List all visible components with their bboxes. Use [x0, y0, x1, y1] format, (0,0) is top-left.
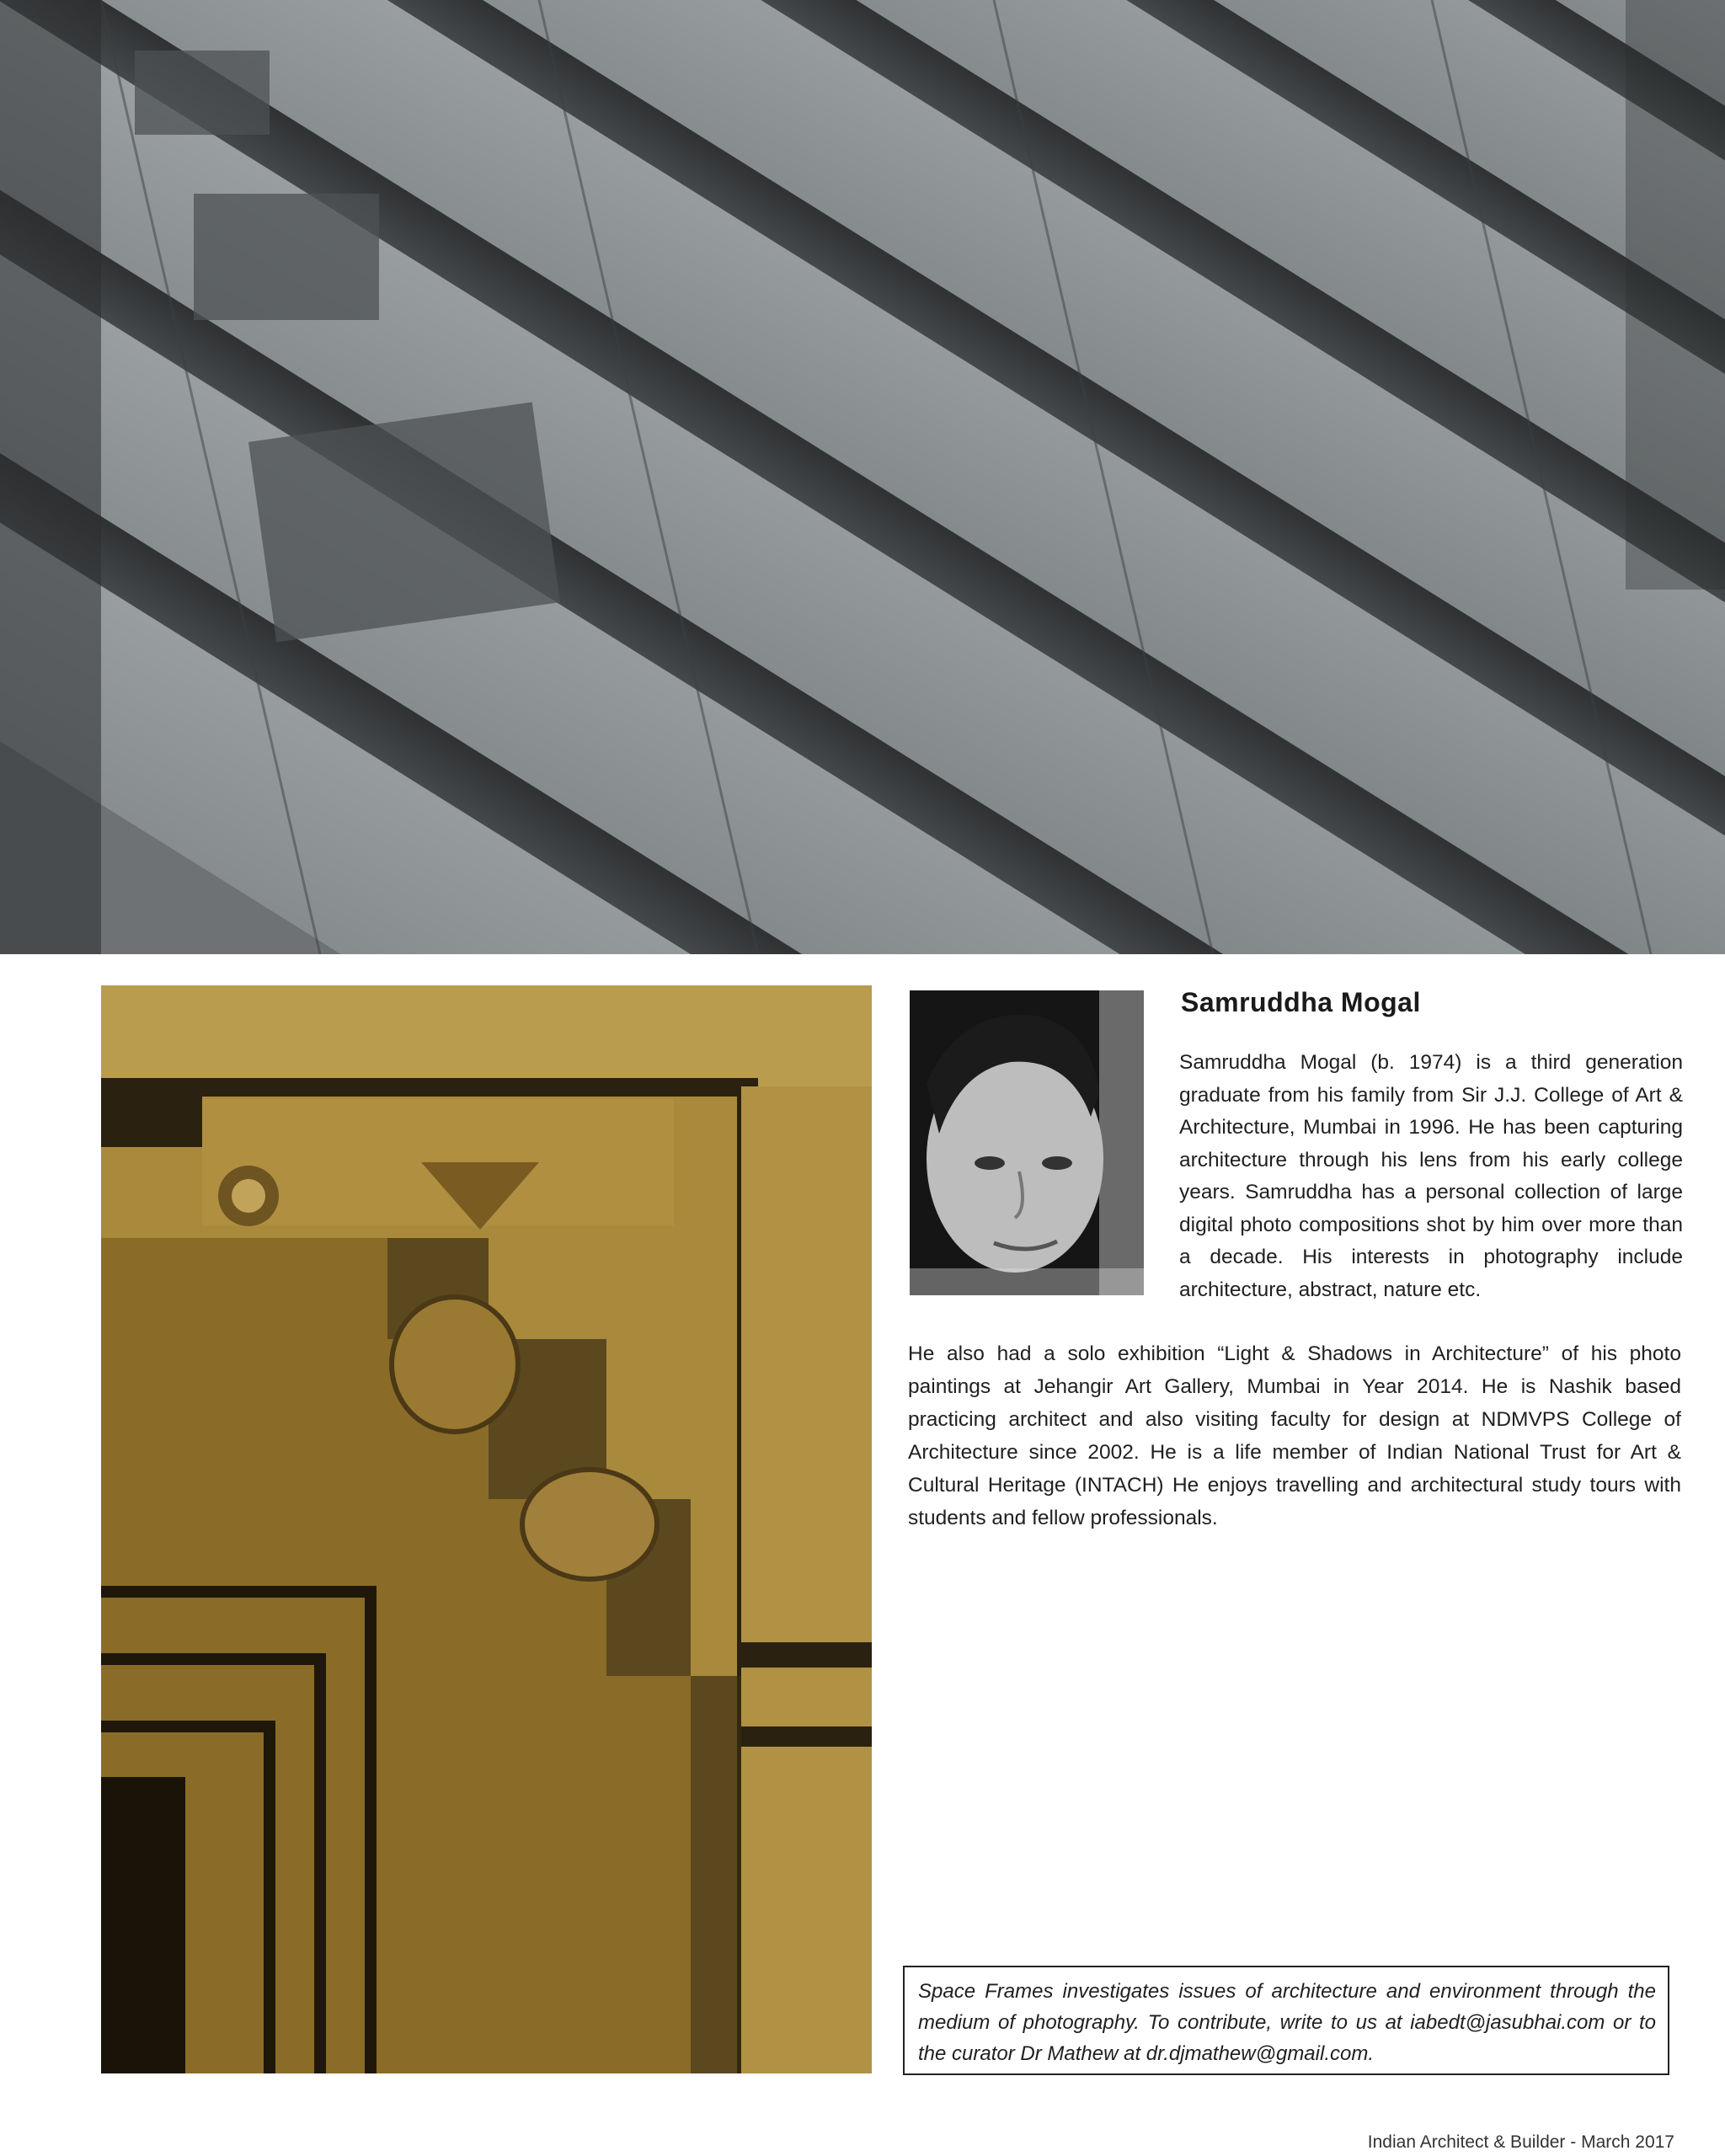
contribution-note-box: [903, 1966, 1669, 2075]
portrait-illustration: [910, 990, 1144, 1295]
carved-bracket-illustration: [101, 985, 872, 2073]
author-portrait: [910, 990, 1144, 1295]
page-footer: Indian Architect & Builder - March 2017: [1367, 2132, 1674, 2152]
hero-photo-stone-steps: [0, 0, 1725, 954]
author-name: Samruddha Mogal: [1181, 987, 1421, 1017]
carved-bracket-photo: [101, 985, 872, 2073]
bio-more-paragraph: He also had a solo exhibition “Light & Shadows in Architecture” of his photo paintings at Jehangir Art Gallery, Mumbai in Year 2014. He is Nashik based practicing architect and also visiting faculty for design at NDMVPS College of Architecture since 2002. He is a life member of Indian National Trust for Art & Cultural Heritage (INTACH) He enjoys travelling and architectural study tours with students and fellow professionals.: [908, 1342, 1681, 1529]
bio-intro-paragraph: Samruddha Mogal (b. 1974) is a third generation graduate from his family from Sir J.J. College of Art & Architecture, Mumbai in 1996. He has been capturing architecture through his lens from his early college years. Samruddha has a personal collection of large digital photo compositions shot by him over more than a decade. His interests in photography include architecture, abstract, nature etc.: [1179, 1051, 1683, 1301]
stone-steps-illustration: [0, 0, 1725, 954]
contribution-note-text: Space Frames investigates issues of architecture and environment through the medium of photography. To contribute, write to us at iabedt@jasubhai.com or to the curator Dr Mathew at dr.djmathew@gmail.com.: [918, 1980, 1656, 2065]
